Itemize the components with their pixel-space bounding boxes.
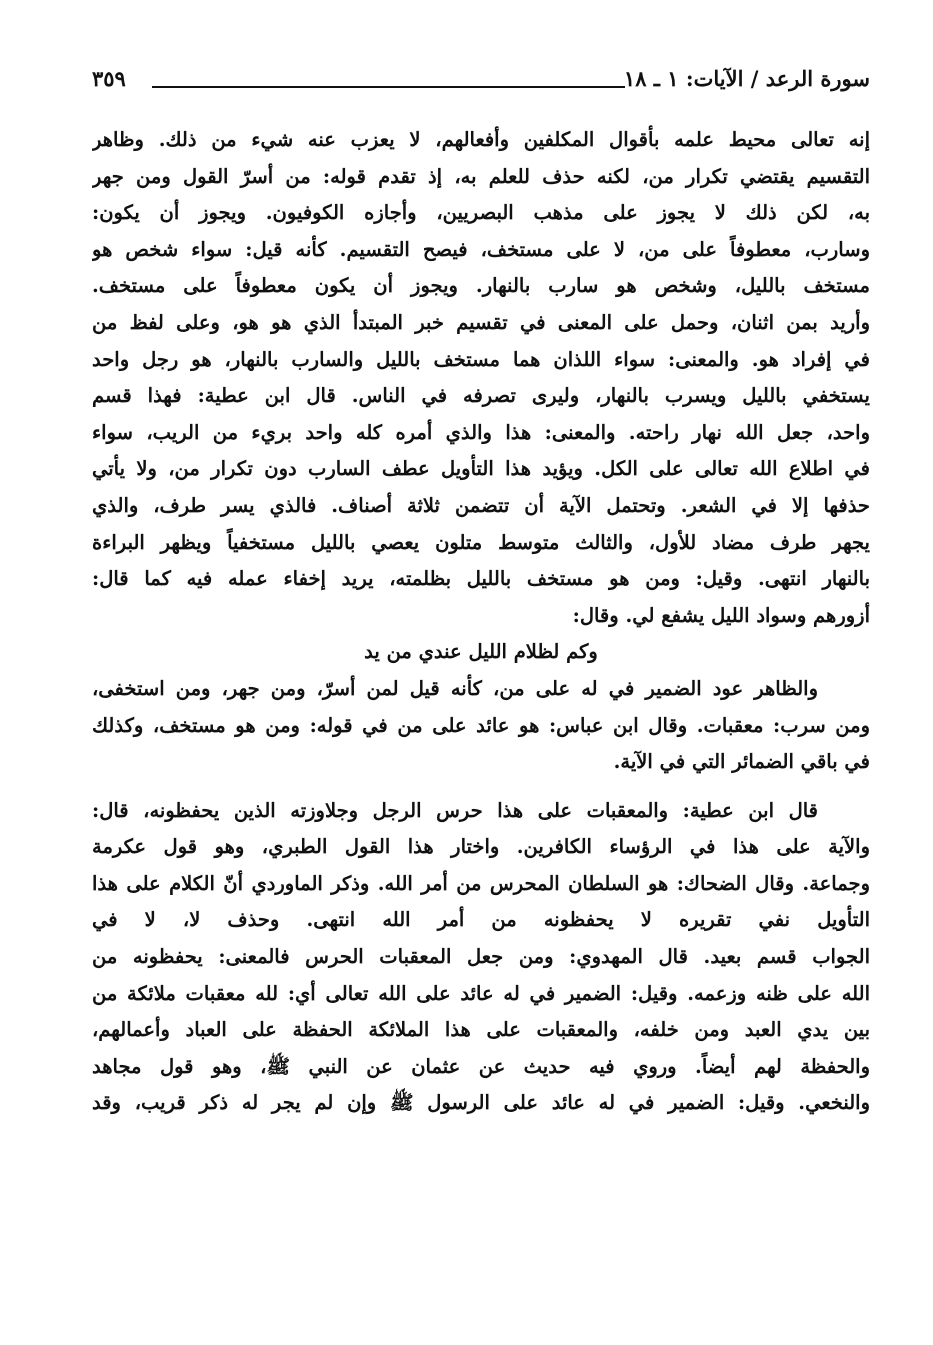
text-line: وسارب، معطوفاً على من، لا على مستخف، فيصح التقسيم. كأنه قيل: سواء شخص هو <box>92 237 870 261</box>
paragraph <box>92 793 870 1122</box>
running-header <box>92 62 870 98</box>
text-line: التقسيم يقتضي تكرار من، لكنه حذف للعلم به، إذ تقدم قوله: من أسرّ القول ومن جهر <box>92 164 870 188</box>
text-line: إنه تعالى محيط علمه بأقوال المكلفين وأفعالهم، لا يعزب عنه شيء من ذلك. وظاهر <box>92 128 870 151</box>
body-text <box>92 122 870 1122</box>
text-line: يستخفي بالليل ويسرب بالنهار، وليرى تصرفه في الناس. قال ابن عطية: فهذا قسم <box>92 384 870 408</box>
text-line: ومن سرب: معقبات. وقال ابن عباس: هو عائد على من في قوله: ومن هو مستخف، وكذلك <box>92 713 870 737</box>
text-line: أزورهم وسواد الليل يشفع لي. وقال: <box>572 603 870 627</box>
text-line: وجماعة. وقال الضحاك: هو السلطان المحرس من أمر الله. وذكر الماوردي أنّ الكلام على هذا <box>92 871 870 895</box>
text-line: في اطلاع الله تعالى على الكل. ويؤيد هذا التأويل عطف السارب دون تكرار من، ولا يأتي <box>92 457 870 481</box>
text-line: في باقي الضمائر التي في الآية. <box>613 750 870 774</box>
text-line: والآية على هذا في الرؤساء الكافرين. واختار هذا القول الطبري، وهو قول عكرمة <box>92 835 870 859</box>
text-line: به، لكن ذلك لا يجوز على مذهب البصريين، وأجازه الكوفيون. ويجوز أن يكون: <box>92 201 870 225</box>
text-line: الله على ظنه وزعمه. وقيل: الضمير في له عائد على الله تعالى أي: لله معقبات ملائكة من <box>92 981 870 1005</box>
text-line: في إفراد هو. والمعنى: سواء اللذان هما مستخف بالليل والسارب بالنهار، هو رجل واحد <box>92 347 870 371</box>
text-line: مستخف بالليل، وشخص هو سارب بالنهار. ويجوز أن يكون معطوفاً على مستخف. <box>92 274 870 298</box>
paragraph <box>92 122 870 634</box>
text-line: واحد، جعل الله نهار راحته. والمعنى: هذا والذي أمره كله واحد بريء من الريب، سواء <box>92 420 870 444</box>
text-line: وأريد بمن اثنان، وحمل على المعنى في تقسيم خبر المبتدأ الذي هو هو، وعلى لفظ من <box>92 310 870 334</box>
text-line: يجهر طرف مضاد للأول، والثالث متوسط متلون يعصي بالليل مستخفياً ويظهر البراءة <box>92 530 870 554</box>
chapter-title: سورة الرعد / الآيات: ١ ـ ١٨ <box>623 66 870 91</box>
text-line: والظاهر عود الضمير في له على من، كأنه قيل لمن أسرّ، ومن جهر، ومن استخفى، <box>92 676 818 700</box>
text-line: بين يدي العبد ومن خلفه، والمعقبات على هذا الملائكة الحفظة على العباد وأعمالهم، <box>92 1018 870 1042</box>
paragraph-spacer <box>92 781 870 793</box>
text-line: بالنهار انتهى. وقيل: ومن هو مستخف بالليل بظلمته، يريد إخفاء عمله فيه كما قال: <box>92 567 870 591</box>
header-rule <box>152 86 625 88</box>
text-line: التأويل نفي تقريره لا يحفظونه من أمر الله انتهى. وحذف لا، لا في <box>92 908 870 932</box>
text-line: والحفظة لهم أيضاً. وروي فيه حديث عن عثمان عن النبي ﷺ، وهو قول مجاهد <box>92 1054 870 1078</box>
text-line: الجواب قسم بعيد. قال المهدوي: ومن جعل المعقبات الحرس فالمعنى: يحفظونه من <box>92 945 870 969</box>
text-line: قال ابن عطية: والمعقبات على هذا حرس الرجل وجلاوزته الذين يحفظونه، قال: <box>92 798 818 822</box>
text-line: والنخعي. وقيل: الضمير في له عائد على الرسول ﷺ وإن لم يجر له ذكر قريب، وقد <box>92 1091 870 1115</box>
paragraph <box>92 671 870 781</box>
text-line: حذفها إلا في الشعر. وتحتمل الآية أن تتضمن ثلاثة أصناف. فالذي يسر طرف، والذي <box>92 493 870 517</box>
page-number: ٣٥٩ <box>92 66 126 91</box>
poetry-verse: وكم لظلام الليل عندي من يد <box>364 640 598 664</box>
